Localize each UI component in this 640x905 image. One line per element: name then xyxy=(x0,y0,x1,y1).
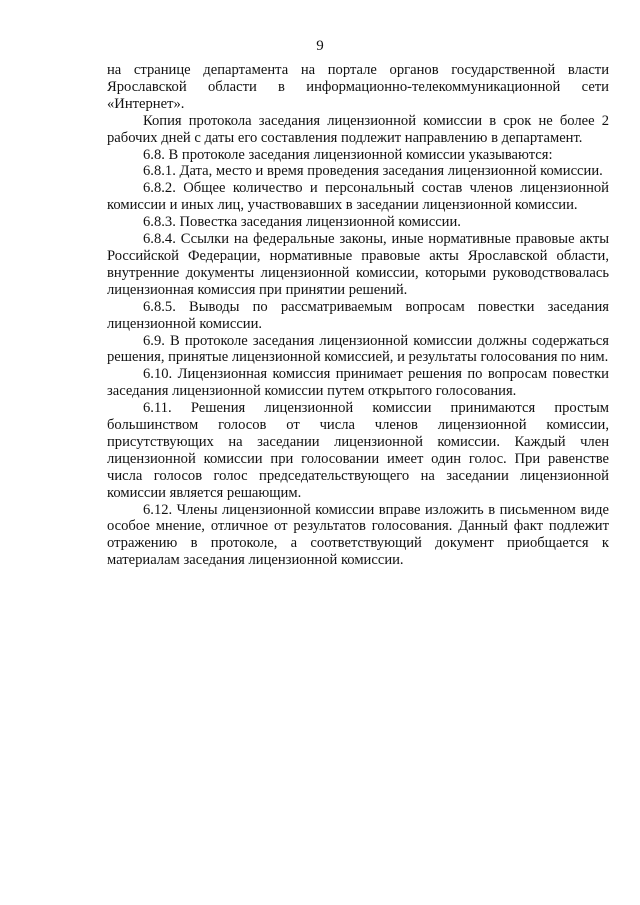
paragraph-6-8-1: 6.8.1. Дата, место и время проведения заседания лицензионной комиссии. xyxy=(143,163,603,180)
paragraph-6-8-4: 6.8.4. Ссылки на федеральные законы, иные нормативные правовые акты Российской Федерации, нормативные правовые акты Ярославской области, внутренние документы лицензионной комиссии, которыми руководствовалась лицензионная комиссия при принятии решений. xyxy=(107,231,609,298)
paragraph-6-9: 6.9. В протоколе заседания лицензионной комиссии должны содержаться решения, принятые лицензионной комиссией, и результаты голосования по ним. xyxy=(107,332,609,366)
paragraph-protocol-copy: Копия протокола заседания лицензионной комиссии в срок не более 2 рабочих дней с даты его составления подлежит направлению в департамент. xyxy=(107,112,609,146)
page-number: 9 xyxy=(316,38,324,54)
paragraph-6-8-2: 6.8.2. Общее количество и персональный состав членов лицензионной комиссии и иных лиц, участвовавших в заседании лицензионной комиссии. xyxy=(107,180,609,214)
paragraph-6-8: 6.8. В протоколе заседания лицензионной комиссии указываются: xyxy=(143,146,553,163)
paragraph-6-11: 6.11. Решения лицензионной комиссии принимаются простым большинством голосов от числа членов лицензионной комиссии, присутствующих на заседании лицензионной комиссии. Каждый член лицензионной комиссии при голосовании имеет один голос. При равенстве числа голосов голос председательствующего на заседании лицензионной комиссии является решающим. xyxy=(107,400,609,501)
paragraph-6-8-3: 6.8.3. Повестка заседания лицензионной комиссии. xyxy=(143,214,461,231)
document-body xyxy=(107,62,609,569)
paragraph-6-12: 6.12. Члены лицензионной комиссии вправе изложить в письменном виде особое мнение, отличное от результатов голосования. Данный факт подлежит отражению в протоколе, а соответствующий документ приобщается к материалам заседания лицензионной комиссии. xyxy=(107,501,609,569)
paragraph-6-10: 6.10. Лицензионная комиссия принимает решения по вопросам повестки заседания лицензионной комиссии путем открытого голосования. xyxy=(107,366,609,400)
paragraph-6-8-5: 6.8.5. Выводы по рассматриваемым вопросам повестки заседания лицензионной комиссии. xyxy=(107,298,609,332)
paragraph-continuation: на странице департамента на портале органов государственной власти Ярославской области в информационно-телекоммуникационной сети «Интернет». xyxy=(107,62,609,112)
